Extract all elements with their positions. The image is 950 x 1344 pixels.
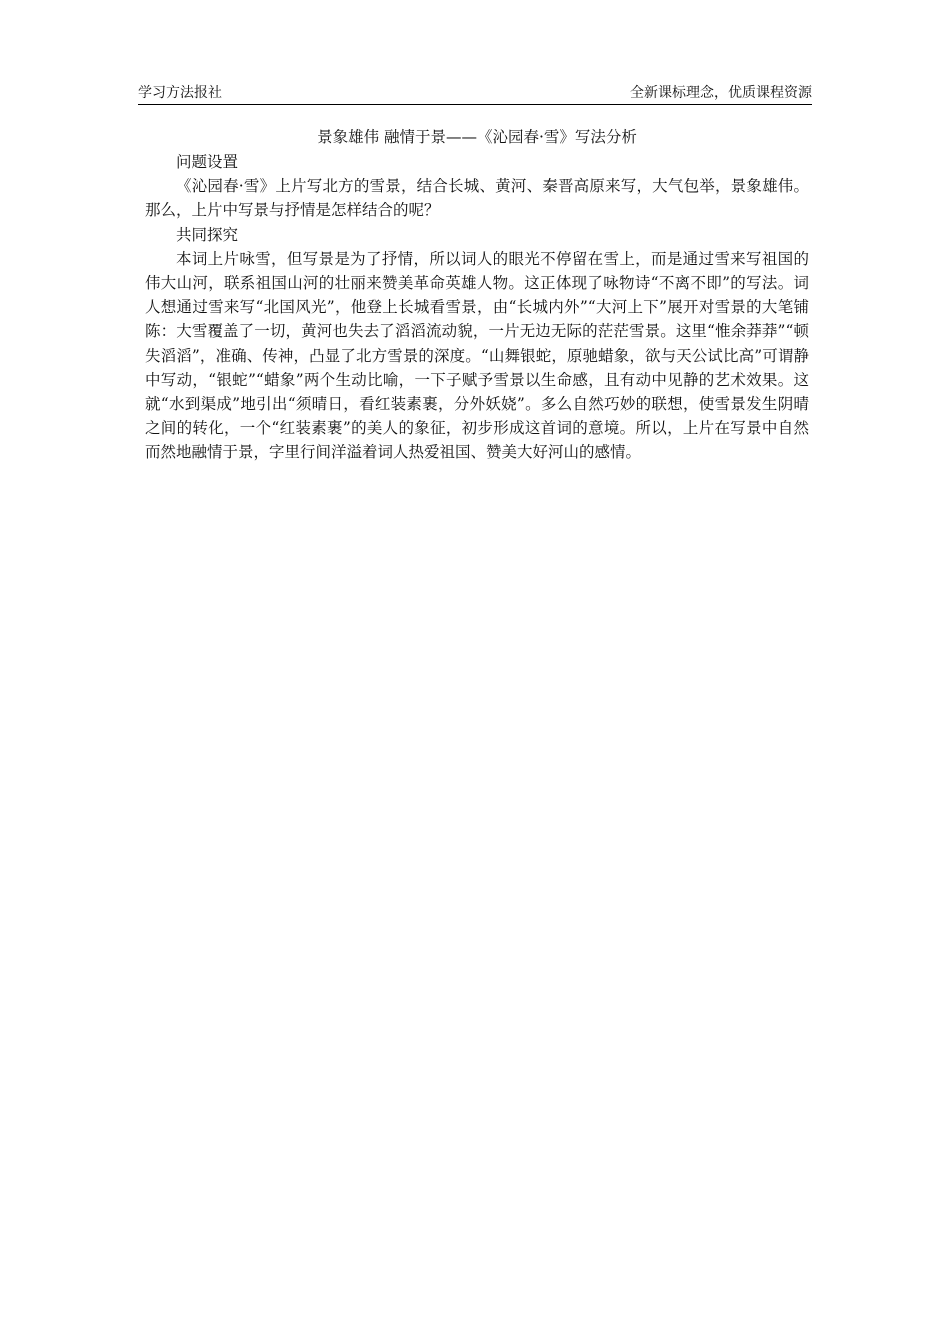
document-body bbox=[145, 124, 809, 465]
section-paragraph-question: 《沁园春·雪》上片写北方的雪景，结合长城、黄河、秦晋高原来写，大气包举，景象雄伟。那么，上片中写景与抒情是怎样结合的呢？ bbox=[145, 177, 809, 220]
header-slogan: 全新课标理念，优质课程资源 bbox=[630, 85, 812, 101]
section-heading-exploration: 共同探究 bbox=[176, 225, 239, 244]
section-paragraph-exploration: 本词上片咏雪，但写景是为了抒情，所以词人的眼光不停留在雪上，而是通过雪来写祖国的伟大山河，联系祖国山河的壮丽来赞美革命英雄人物。这正体现了咏物诗“不离不即”的写法。词人想通过雪来写“北国风光”，他登上长城看雪景，由“长城内外”“大河上下”展开对雪景的大笔铺陈：大雪覆盖了一切，黄河也失去了滔滔流动貌，一片无边无际的茫茫雪景。这里“惟余莽莽”“顿失滔滔”，准确、传神，凸显了北方雪景的深度。“山舞银蛇，原驰蜡象，欲与天公试比高”可谓静中写动，“银蛇”“蜡象”两个生动比喻，一下子赋予雪景以生命感，且有动中见静的艺术效果。这就“水到渠成”地引出“须晴日，看红装素裹，分外妖娆”。多么自然巧妙的联想，使雪景发生阴晴之间的转化，一个“红装素裹”的美人的象征，初步形成这首词的意境。所以，上片在写景中自然而然地融情于景，字里行间洋溢着词人热爱祖国、赞美大好河山的感情。 bbox=[145, 249, 809, 462]
document-title: 景象雄伟 融情于景——《沁园春·雪》写法分析 bbox=[317, 128, 637, 146]
section-heading-question: 问题设置 bbox=[176, 153, 239, 171]
page-header bbox=[138, 84, 812, 105]
header-publisher: 学习方法报社 bbox=[138, 85, 222, 101]
